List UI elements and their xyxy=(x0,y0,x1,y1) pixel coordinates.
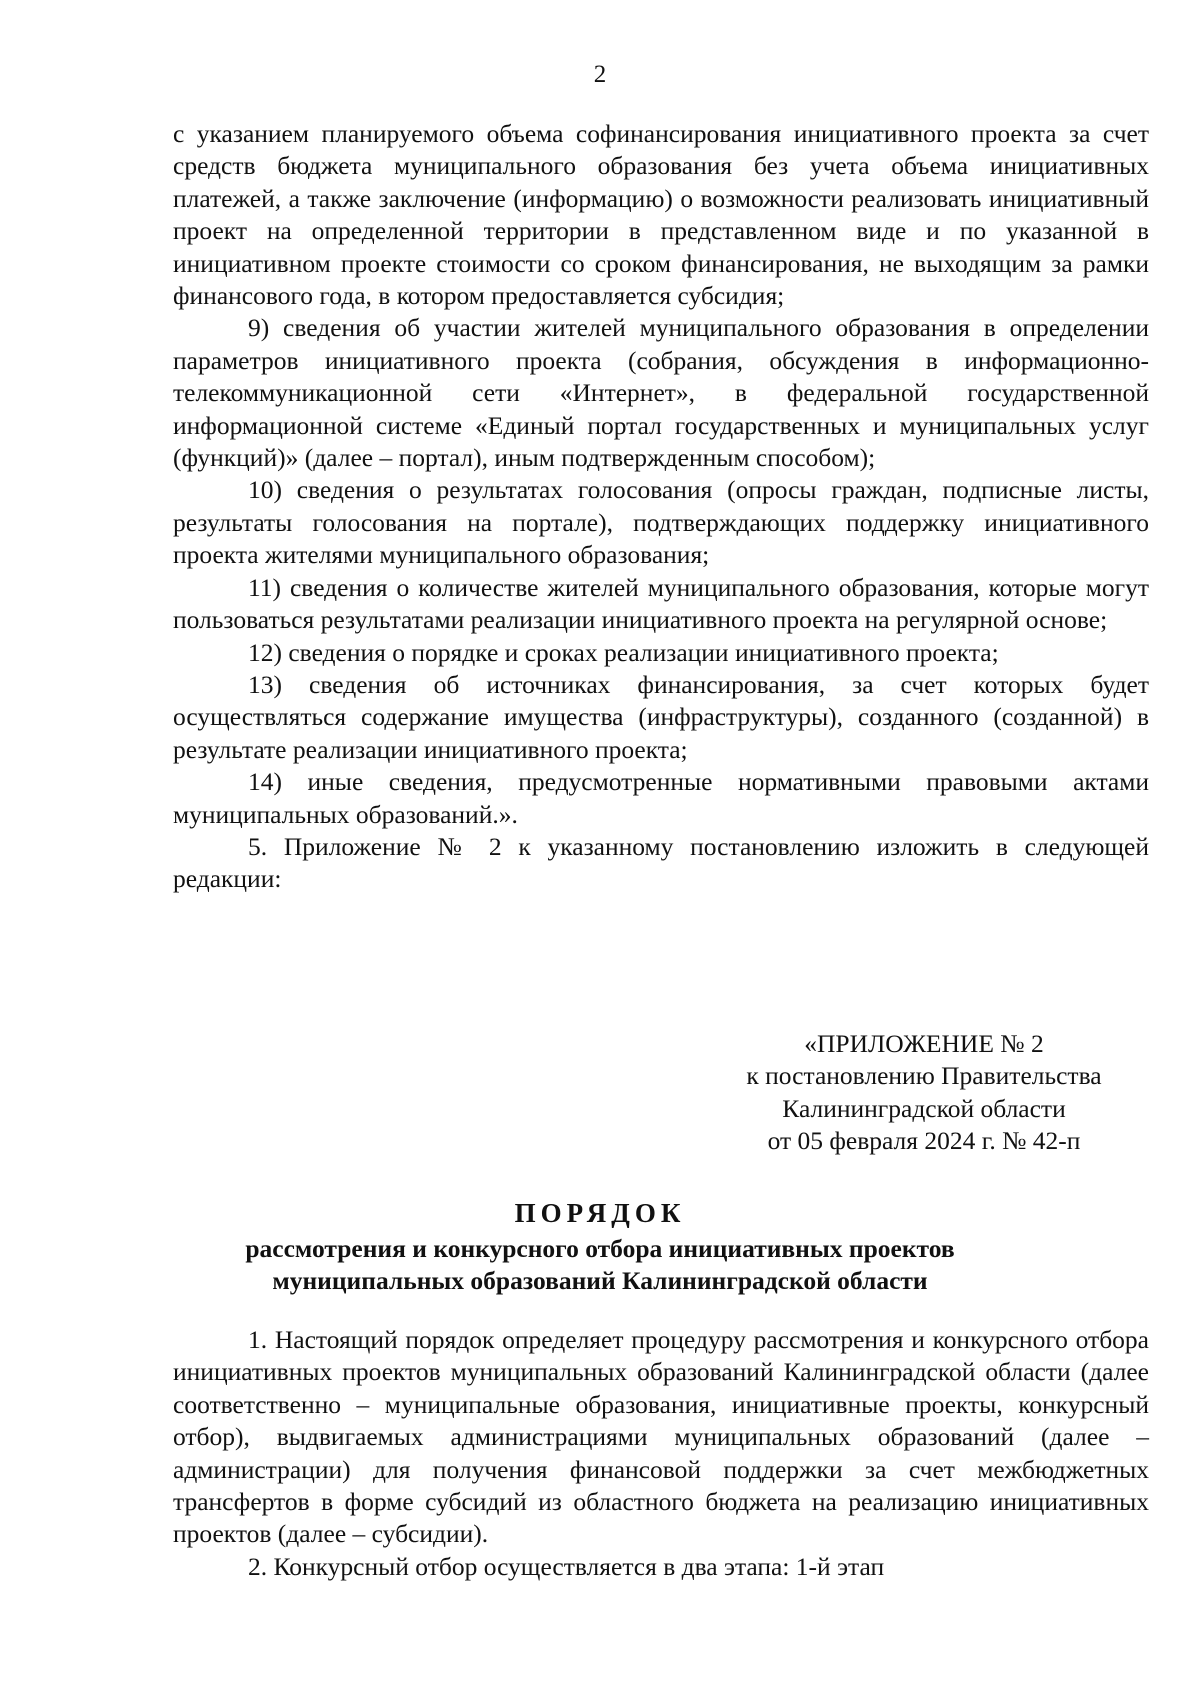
appendix-line-3: Калининградской области xyxy=(782,1093,1066,1123)
appendix-line-2: к постановлению Правительства xyxy=(746,1061,1102,1091)
appendix-block xyxy=(714,1028,1134,1158)
paragraph-item-11: 11) сведения о количестве жителей муниципального образования, которые могут пользоваться результатами реализации инициативного проекта на регулярной основе; xyxy=(173,572,1149,635)
paragraph-item-10: 10) сведения о результатах голосования (опросы граждан, подписные листы, результаты голосования на портале), подтверждающих поддержку инициативного проекта жителями муниципального образования; xyxy=(173,475,1149,570)
appendix-title: «ПРИЛОЖЕНИЕ № 2 xyxy=(804,1029,1044,1058)
paragraph-item-12: 12) сведения о порядке и сроках реализации инициативного проекта; xyxy=(248,637,999,667)
subtitle-line-1: рассмотрения и конкурсного отбора инициативных проектов xyxy=(245,1234,955,1263)
body-text-bottom xyxy=(173,1324,1149,1583)
page-number: 2 xyxy=(593,61,607,88)
paragraph-item-13: 13) сведения об источниках финансирования, за счет которых будет осуществляться содержание имущества (инфраструктуры), созданного (созданной) в результате реализации инициативного проекта; xyxy=(173,669,1149,764)
document-heading-subtitle xyxy=(0,1233,1200,1298)
paragraph-continuation: с указанием планируемого объема софинансирования инициативного проекта за счет средств бюджета муниципального образования без учета объема инициативных платежей, а также заключение (информацию) о возможности реализовать инициативный проект на определенной территории в представленном виде и по указанной в инициативном проекте стоимости со сроком финансирования, не выходящим за рамки финансового года, в котором предоставляется субсидия; xyxy=(173,119,1149,311)
appendix-line-4: от 05 февраля 2024 г. № 42-п xyxy=(767,1126,1081,1156)
body-text-top xyxy=(173,118,1149,896)
paragraph-item-9: 9) сведения об участии жителей муниципального образования в определении параметров инициативного проекта (собрания, обсуждения в информационно-телекоммуникационной сети «Интернет», в федеральной государственной информационной системе «Единый портал государственных и муниципальных услуг (функций)» (далее – портал), иным подтвержденным способом); xyxy=(173,313,1149,473)
document-heading-title: ПОРЯДОК xyxy=(514,1198,686,1228)
paragraph-point-5: 5. Приложение № 2 к указанному постановлению изложить в следующей редакции: xyxy=(173,831,1149,894)
subtitle-line-2: муниципальных образований Калининградской области xyxy=(272,1266,928,1296)
paragraph-point-1: 1. Настоящий порядок определяет процедуру рассмотрения и конкурсного отбора инициативных проектов муниципальных образований Калининградской области (далее соответственно – муниципальные образования, инициативные проекты, конкурсный отбор), выдвигаемых администрациями муниципальных образований (далее – администрации) для получения финансовой поддержки за счет межбюджетных трансфертов в форме субсидий из областного бюджета на реализацию инициативных проектов (далее – субсидии). xyxy=(173,1325,1149,1549)
paragraph-point-2: 2. Конкурсный отбор осуществляется в два этапа: 1-й этап xyxy=(248,1551,885,1581)
paragraph-item-14: 14) иные сведения, предусмотренные нормативными правовыми актами муниципальных образований.». xyxy=(173,767,1149,829)
